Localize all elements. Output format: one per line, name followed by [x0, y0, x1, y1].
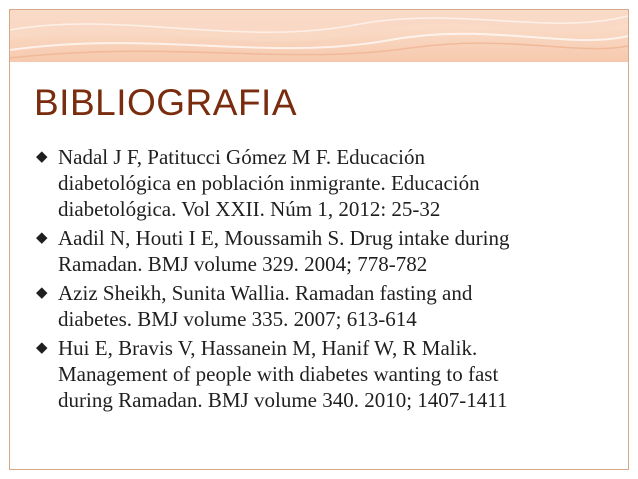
reference-line: Management of people with diabetes wanting to fast: [58, 362, 499, 386]
reference-list: [36, 144, 616, 416]
bullet-icon: ◆: [36, 285, 48, 301]
reference-item: [36, 144, 616, 222]
reference-line: Aadil N, Houti I E, Moussamih S. Drug intake during: [58, 226, 510, 250]
reference-line: Nadal J F, Patitucci Gómez M F. Educación: [58, 145, 425, 169]
reference-item: [36, 225, 616, 277]
reference-line: diabetes. BMJ volume 335. 2007; 613-614: [58, 307, 417, 331]
reference-line: during Ramadan. BMJ volume 340. 2010; 1407-1411: [58, 388, 508, 412]
reference-item: [36, 280, 616, 332]
bullet-icon: ◆: [36, 149, 48, 165]
reference-line: Aziz Sheikh, Sunita Wallia. Ramadan fasting and: [58, 281, 473, 305]
reference-line: Ramadan. BMJ volume 329. 2004; 778-782: [58, 252, 428, 276]
bullet-icon: ◆: [36, 230, 48, 246]
slide-title: BIBLIOGRAFIA: [34, 82, 298, 123]
reference-item: [36, 335, 616, 413]
reference-line: diabetológica. Vol XXII. Núm 1, 2012: 25-32: [58, 197, 441, 221]
reference-line: diabetológica en población inmigrante. Educación: [58, 171, 480, 195]
reference-line: Hui E, Bravis V, Hassanein M, Hanif W, R Malik.: [58, 336, 478, 360]
bullet-icon: ◆: [36, 340, 48, 356]
